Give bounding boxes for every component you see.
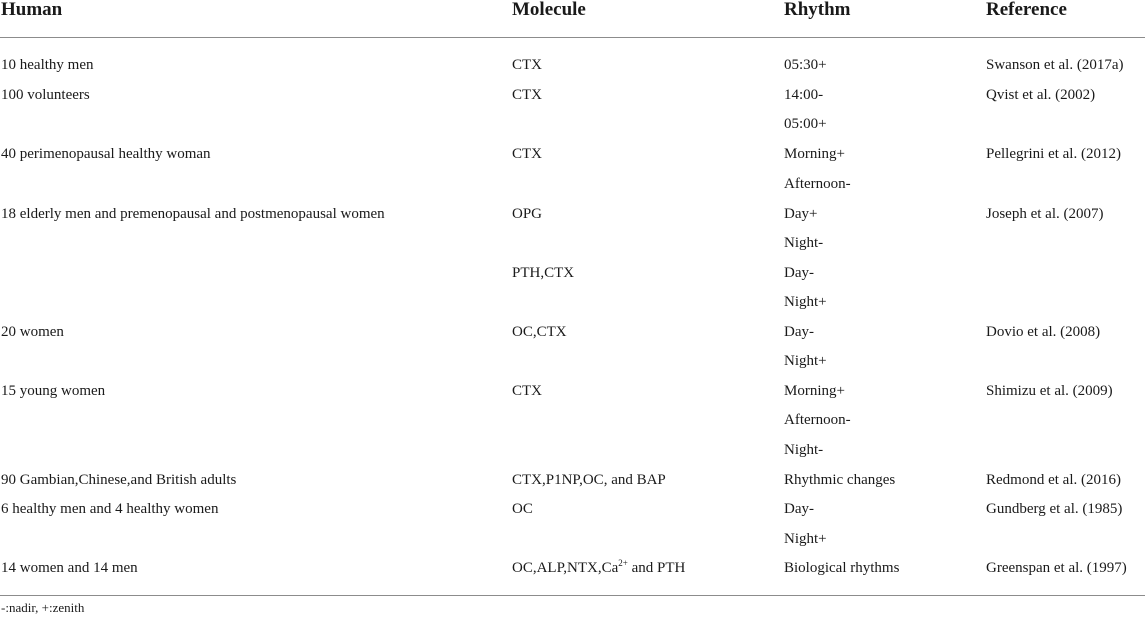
table-body [0, 38, 1145, 596]
cell-reference: Swanson et al. (2017a) [986, 57, 1124, 73]
cell-reference: Greenspan et al. (1997) [986, 560, 1127, 576]
molecule-superscript: 2+ [618, 558, 628, 568]
cell-reference: Joseph et al. (2007) [986, 206, 1104, 222]
cell-rhythm: Night+ [784, 294, 827, 310]
header-reference: Reference [986, 0, 1067, 20]
cell-rhythm: Afternoon- [784, 176, 851, 192]
cell-human: 6 healthy men and 4 healthy women [1, 501, 219, 517]
cell-human: 90 Gambian,Chinese,and British adults [1, 472, 237, 488]
cell-molecule: CTX [512, 383, 542, 399]
cell-rhythm: 14:00- [784, 87, 824, 103]
cell-reference: Qvist et al. (2002) [986, 87, 1096, 103]
header-human: Human [1, 0, 63, 20]
cell-human: 15 young women [1, 383, 106, 399]
cell-rhythm: Afternoon- [784, 412, 851, 428]
cell-rhythm: Biological rhythms [784, 560, 900, 576]
cell-rhythm: 05:00+ [784, 116, 827, 132]
header-molecule: Molecule [512, 0, 586, 20]
cell-human: 14 women and 14 men [1, 560, 138, 576]
cell-reference: Redmond et al. (2016) [986, 472, 1121, 488]
header-rhythm: Rhythm [784, 0, 851, 20]
cell-rhythm: Rhythmic changes [784, 472, 896, 488]
cell-human: 10 healthy men [1, 57, 94, 73]
table-header [0, 0, 1145, 38]
cell-rhythm: Day+ [784, 206, 818, 222]
cell-rhythm: 05:30+ [784, 57, 827, 73]
cell-rhythm: Day- [784, 501, 814, 517]
molecule-tail: and PTH [627, 560, 686, 576]
cell-molecule: CTX [512, 87, 542, 103]
cell-molecule: OPG [512, 206, 543, 222]
cell-molecule: OC [512, 501, 533, 517]
table-footnote: -:nadir, +:zenith [1, 600, 85, 615]
cell-reference: Dovio et al. (2008) [986, 324, 1101, 340]
cell-human: 100 volunteers [1, 87, 90, 103]
cell-rhythm: Night- [784, 442, 824, 458]
cell-molecule: OC,CTX [512, 324, 567, 340]
molecule-main: OC,ALP,NTX,Ca [512, 560, 619, 576]
cell-human: 40 perimenopausal healthy woman [1, 146, 211, 162]
cell-rhythm: Morning+ [784, 383, 845, 399]
cell-rhythm: Morning+ [784, 146, 845, 162]
cell-human: 18 elderly men and premenopausal and postmenopausal women [1, 206, 385, 222]
cell-human: 20 women [1, 324, 64, 340]
cell-reference: Gundberg et al. (1985) [986, 501, 1123, 517]
cell-rhythm: Night+ [784, 353, 827, 369]
cell-reference: Shimizu et al. (2009) [986, 383, 1113, 399]
cell-rhythm: Night+ [784, 531, 827, 547]
cell-molecule: PTH,CTX [512, 265, 575, 281]
cell-rhythm: Night- [784, 235, 824, 251]
cell-molecule [512, 558, 685, 578]
cell-rhythm: Day- [784, 265, 814, 281]
cell-rhythm: Day- [784, 324, 814, 340]
cell-reference: Pellegrini et al. (2012) [986, 146, 1121, 162]
cell-molecule: CTX [512, 57, 542, 73]
cell-molecule: CTX,P1NP,OC, and BAP [512, 472, 666, 488]
cell-molecule: CTX [512, 146, 542, 162]
